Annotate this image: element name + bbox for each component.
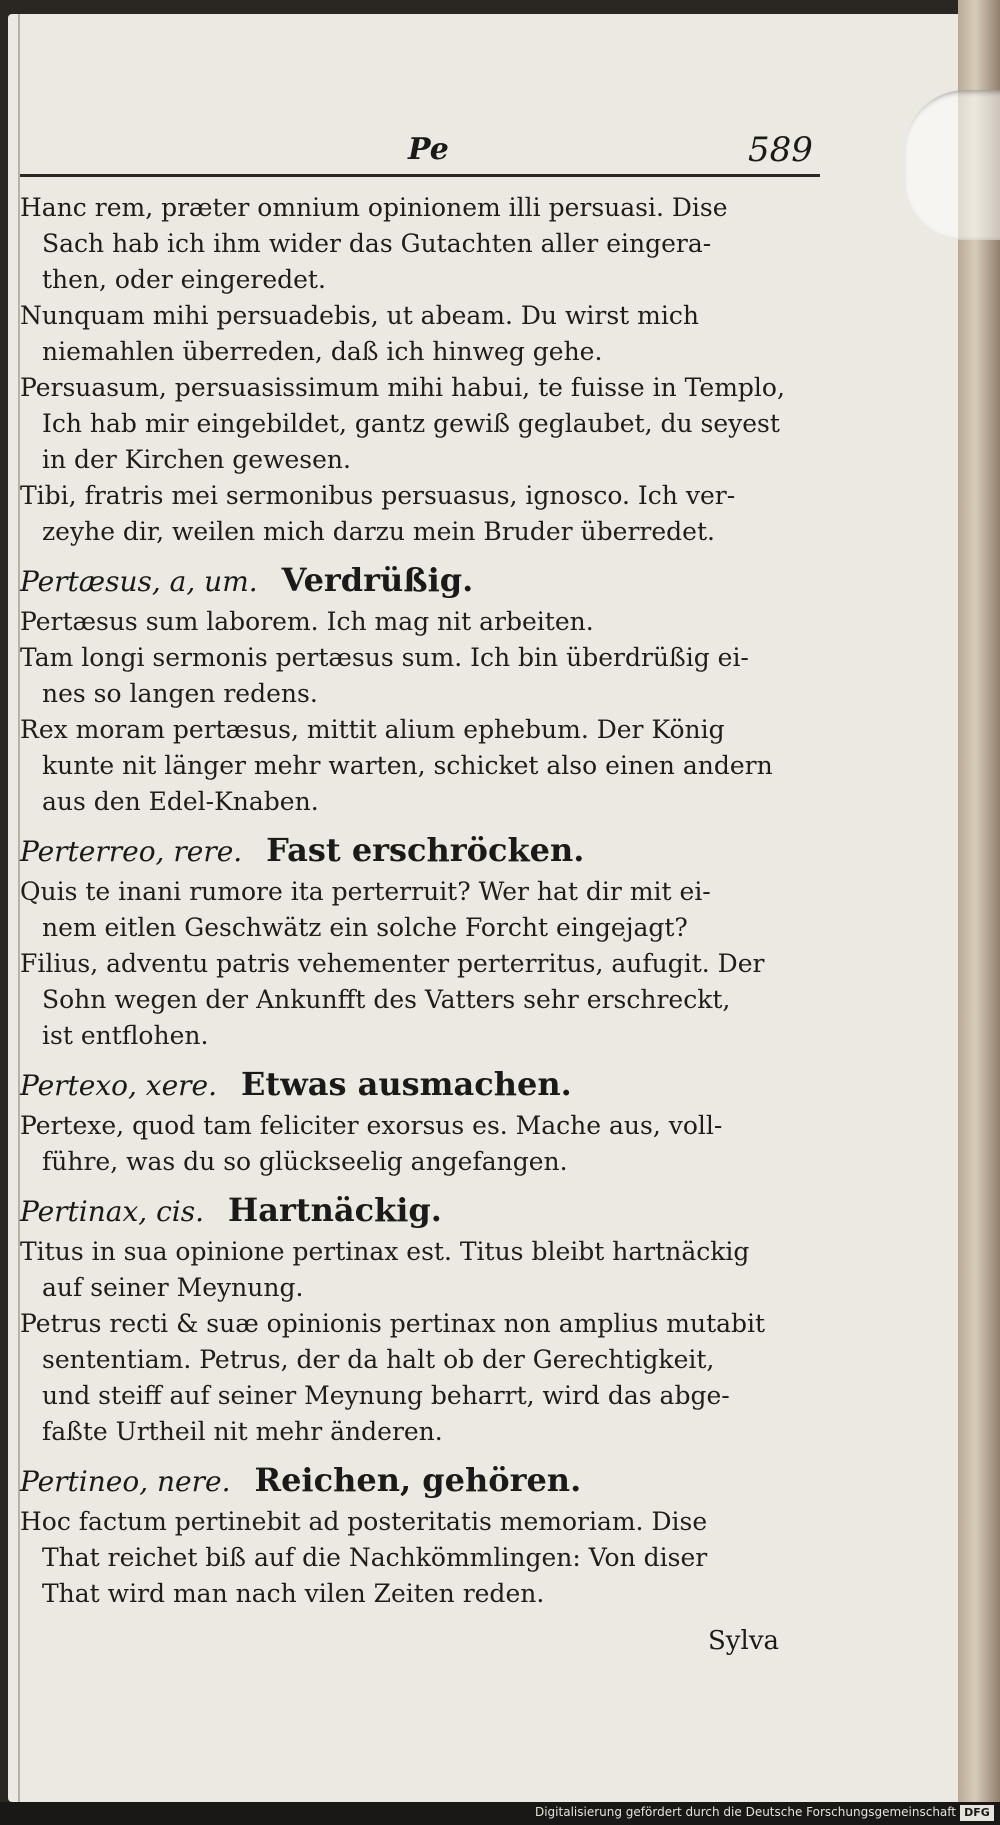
text-line: Hoc factum pertinebit ad posteritatis memoriam. Dise xyxy=(20,1507,708,1536)
headword-german: Etwas ausmachen. xyxy=(241,1065,572,1103)
headword-german: Fast erschröcken. xyxy=(266,831,585,869)
text-line: then, oder eingeredet. xyxy=(42,265,326,294)
text-line: Filius, adventu patris vehementer perterritus, aufugit. Der xyxy=(20,949,765,978)
headword-latin: Pertexo, xere. xyxy=(20,1069,218,1102)
text-line: Rex moram pertæsus, mittit alium ephebum. Der König xyxy=(20,715,725,744)
text-line: Tam longi sermonis pertæsus sum. Ich bin überdrüßig ei- xyxy=(20,643,749,672)
entry-headword xyxy=(20,1062,832,1108)
entry-headword xyxy=(20,1188,832,1234)
page-header xyxy=(8,14,966,184)
funding-credit: Digitalisierung gefördert durch die Deutsche Forschungsgemeinschaft xyxy=(534,1805,956,1819)
header-rule xyxy=(20,174,820,177)
headword-latin: Pertinax, cis. xyxy=(20,1195,204,1228)
headword-latin: Perterreo, rere. xyxy=(20,835,243,868)
page-clip xyxy=(905,90,1000,240)
text-line: Petrus recti & suæ opinionis pertinax non amplius mutabit xyxy=(20,1309,766,1338)
text-line: Persuasum, persuasissimum mihi habui, te fuisse in Templo, xyxy=(20,373,785,402)
text-line: in der Kirchen gewesen. xyxy=(42,445,351,474)
text-line: aus den Edel-Knaben. xyxy=(42,787,319,816)
text-line: nem eitlen Geschwätz ein solche Forcht eingejagt? xyxy=(42,913,688,942)
text-line: und steiff auf seiner Meynung beharrt, wird das abge- xyxy=(42,1381,730,1410)
dictionary-text xyxy=(20,190,832,1612)
text-line: Ich hab mir eingebildet, gantz gewiß geglaubet, du seyest xyxy=(42,409,780,438)
text-line: kunte nit länger mehr warten, schicket also einen andern xyxy=(42,751,773,780)
footer-bar xyxy=(0,1802,1000,1825)
page-number: 589 xyxy=(748,130,813,170)
text-line: zeyhe dir, weilen mich darzu mein Bruder überredet. xyxy=(42,517,715,546)
text-line: Nunquam mihi persuadebis, ut abeam. Du wirst mich xyxy=(20,301,699,330)
headword-german: Hartnäckig. xyxy=(227,1191,442,1229)
text-line: That reichet biß auf die Nachkömmlingen: Von diser xyxy=(42,1543,708,1572)
text-line: Sohn wegen der Ankunfft des Vatters sehr erschreckt, xyxy=(42,985,731,1014)
book-page-edges xyxy=(958,0,1000,1825)
text-line: Quis te inani rumore ita perterruit? Wer hat dir mit ei- xyxy=(20,877,711,906)
headword-latin: Pertæsus, a, um. xyxy=(20,565,258,598)
text-line: nes so langen redens. xyxy=(42,679,318,708)
book-page xyxy=(8,14,966,1802)
text-line: Pertæsus sum laborem. Ich mag nit arbeiten. xyxy=(20,607,594,636)
text-line: niemahlen überreden, daß ich hinweg gehe. xyxy=(42,337,603,366)
entry-headword xyxy=(20,828,832,874)
text-line: führe, was du so glückseelig angefangen. xyxy=(42,1147,568,1176)
text-line: That wird man nach vilen Zeiten reden. xyxy=(42,1579,545,1608)
text-line: Hanc rem, præter omnium opinionem illi persuasi. Dise xyxy=(20,193,728,222)
text-line: sententiam. Petrus, der da halt ob der Gerechtigkeit, xyxy=(42,1345,715,1374)
entry-headword xyxy=(20,1458,832,1504)
headword-german: Reichen, gehören. xyxy=(254,1461,582,1499)
running-head: Pe xyxy=(408,132,449,167)
headword-latin: Pertineo, nere. xyxy=(20,1465,231,1498)
text-line: Titus in sua opinione pertinax est. Titus bleibt hartnäckig xyxy=(20,1237,750,1266)
text-line: Tibi, fratris mei sermonibus persuasus, ignosco. Ich ver- xyxy=(20,481,736,510)
headword-german: Verdrüßig. xyxy=(281,561,474,599)
text-line: Sach hab ich ihm wider das Gutachten aller eingera- xyxy=(42,229,712,258)
entry-headword xyxy=(20,558,832,604)
catchword: Sylva xyxy=(708,1626,780,1656)
text-line: Pertexe, quod tam feliciter exorsus es. Mache aus, voll- xyxy=(20,1111,723,1140)
text-line: faßte Urtheil nit mehr änderen. xyxy=(42,1417,443,1446)
text-line: auf seiner Meynung. xyxy=(42,1273,304,1302)
text-line: ist entflohen. xyxy=(42,1021,209,1050)
dfg-logo: DFG xyxy=(960,1805,994,1821)
